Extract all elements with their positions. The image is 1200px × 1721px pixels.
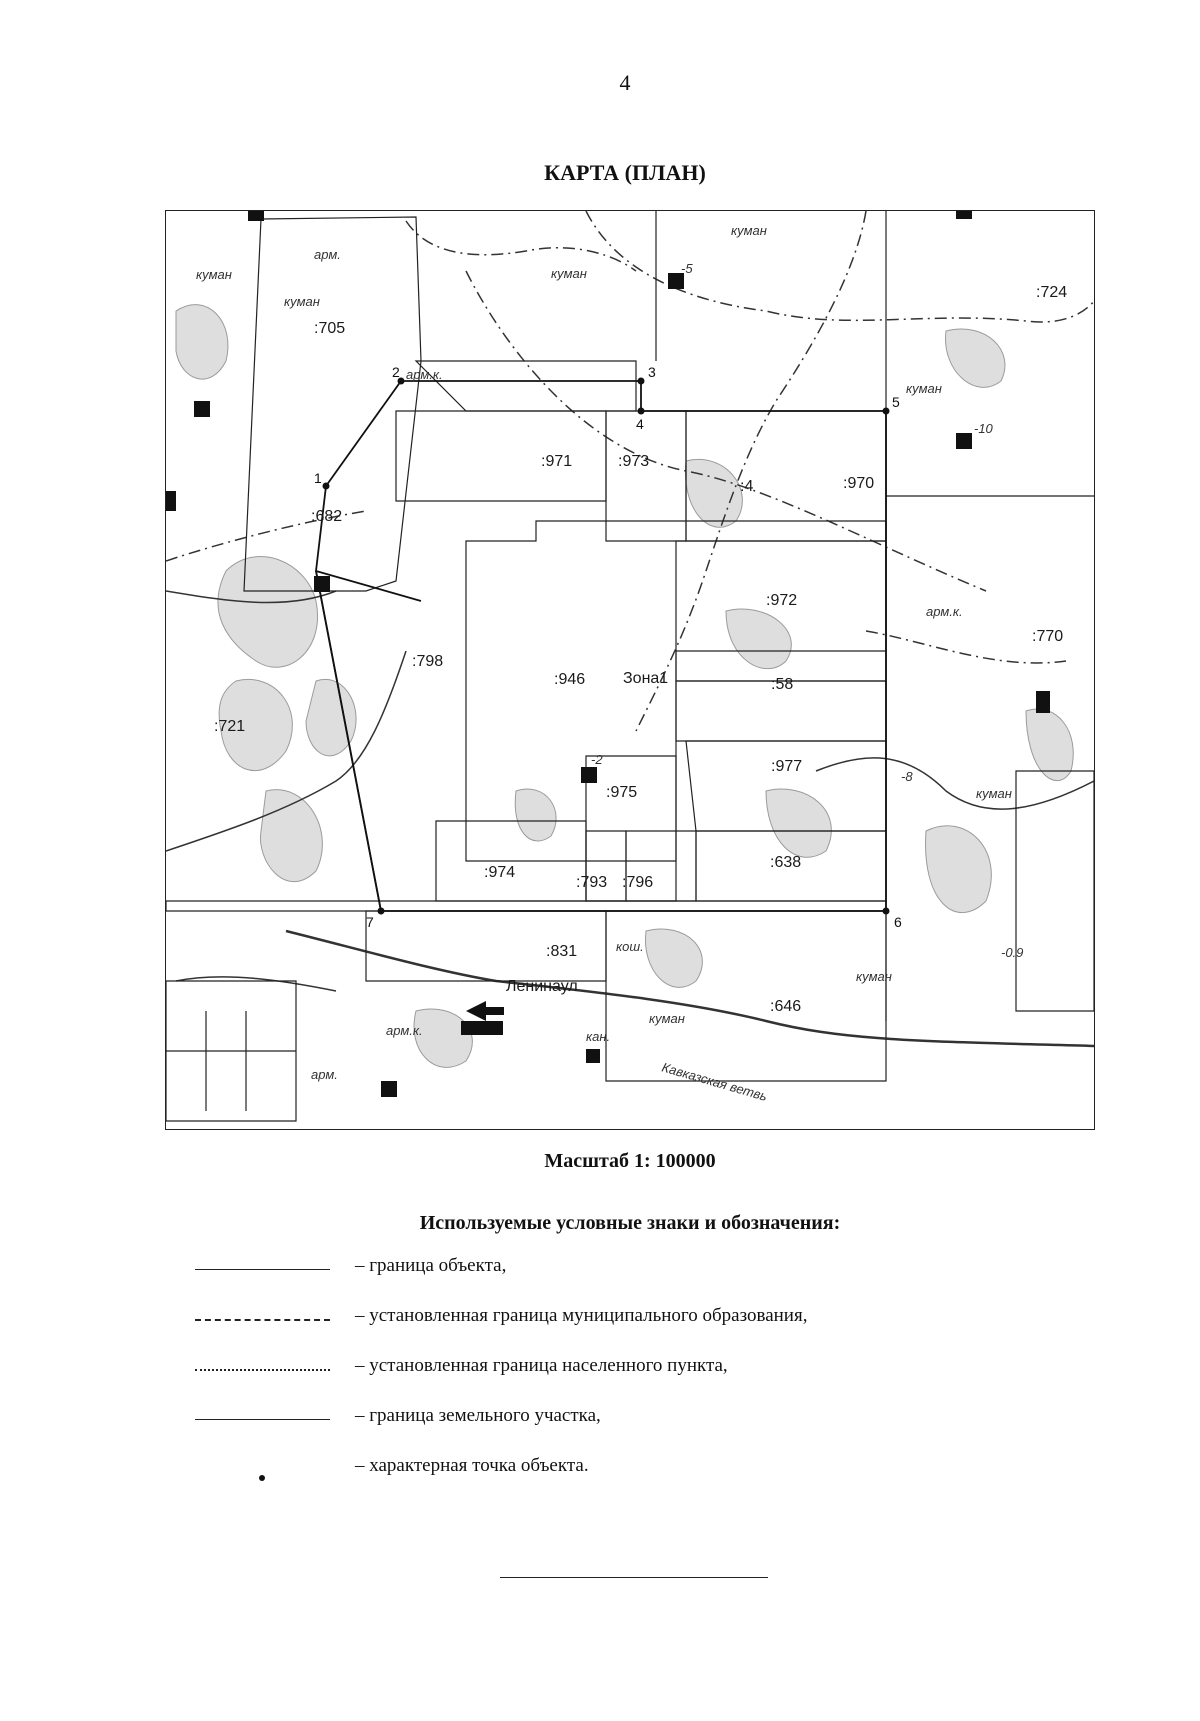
elevation-mark: -5 <box>681 261 693 276</box>
parcel-label: :724 <box>1036 284 1068 301</box>
settlement-marker <box>166 491 176 511</box>
elevation-mark: -8 <box>901 769 913 784</box>
legend-item-label: – граница объекта, <box>355 1255 507 1276</box>
legend-item-settlement-boundary <box>195 1355 1095 1405</box>
object-point-4 <box>638 408 645 415</box>
parcel-label: :682 <box>311 508 343 525</box>
legend-item-label: – установленная граница муниципального образования, <box>355 1305 808 1326</box>
object-point-7 <box>378 908 385 915</box>
parcel-label: :4 <box>740 478 754 495</box>
terrain-label: кан. <box>586 1029 611 1044</box>
terrain-label: арм. <box>314 247 341 262</box>
terrain-label: арм.к. <box>926 604 963 619</box>
dashed-line-symbol <box>195 1319 330 1331</box>
parcel-label: :831 <box>546 943 578 960</box>
settlement-arrow <box>466 1001 504 1021</box>
settlement-marker <box>194 401 210 417</box>
terrain-label: куман <box>649 1011 685 1026</box>
parcel-label: :977 <box>771 758 803 775</box>
terrain-label: куман <box>731 223 767 238</box>
settlement-label: Ленинаул <box>506 978 578 995</box>
parcel-label: :972 <box>766 592 798 609</box>
dash-dot-line-symbol <box>195 1369 330 1381</box>
parcel-label: :975 <box>606 784 638 801</box>
parcel-label: :946 <box>554 671 586 688</box>
terrain-label: куман <box>196 267 232 282</box>
object-point-5 <box>883 408 890 415</box>
page-title: КАРТА (ПЛАН) <box>544 160 706 185</box>
terrain-label: куман <box>856 969 892 984</box>
parcel-label: :970 <box>843 475 875 492</box>
parcel-label: :705 <box>314 320 346 337</box>
parcel-label: :971 <box>541 453 573 470</box>
parcel-label: :974 <box>484 864 516 881</box>
point-label-3: 3 <box>648 364 656 380</box>
terrain-label: арм. <box>311 1067 338 1082</box>
object-point-3 <box>638 378 645 385</box>
zone-label: Зона1 <box>623 670 669 687</box>
legend-item-land-plot-boundary <box>195 1405 1095 1455</box>
terrain-labels <box>196 223 1012 1104</box>
map-plan <box>165 210 1095 1130</box>
point-label-1: 1 <box>314 470 322 486</box>
page-number: 4 <box>619 70 631 95</box>
map-canvas <box>166 211 1094 1129</box>
legend <box>195 1255 1095 1505</box>
parcel-label: :646 <box>770 998 802 1015</box>
point-label-5: 5 <box>892 394 900 410</box>
legend-item-label: – граница земельного участка, <box>355 1405 601 1426</box>
parcel-label: :796 <box>622 874 654 891</box>
elevation-mark: -2 <box>591 752 603 767</box>
point-label-6: 6 <box>894 914 902 930</box>
footer-divider <box>500 1577 768 1578</box>
legend-item-characteristic-point <box>195 1455 1095 1505</box>
parcel-label: :58 <box>771 676 794 693</box>
terrain-label: арм.к. <box>406 367 443 382</box>
solid-line-symbol <box>195 1419 330 1430</box>
point-label-7: 7 <box>366 914 374 930</box>
map-scale: Масштаб 1: 100000 <box>544 1150 716 1172</box>
terrain-label: куман <box>976 786 1012 801</box>
legend-item-label: – установленная граница населенного пункта, <box>355 1355 728 1376</box>
settlement-marker <box>381 1081 397 1097</box>
settlement-marker <box>581 767 597 783</box>
settlement-marker <box>956 211 972 219</box>
object-point-6 <box>883 908 890 915</box>
legend-item-label: – характерная точка объекта. <box>355 1455 589 1476</box>
parcel-label: :721 <box>214 718 246 735</box>
solid-line-symbol <box>195 1269 330 1280</box>
point-label-4: 4 <box>636 416 644 432</box>
parcel-label: :793 <box>576 874 608 891</box>
terrain-label: куман <box>284 294 320 309</box>
object-point-1 <box>323 483 330 490</box>
terrain-label: кош. <box>616 939 644 954</box>
parcel-label: :798 <box>412 653 444 670</box>
elevation-mark: -0.9 <box>1001 945 1024 960</box>
settlement-marker <box>1036 691 1050 713</box>
point-label-2: 2 <box>392 364 400 380</box>
terrain-label: куман <box>906 381 942 396</box>
parcel-label: :638 <box>770 854 802 871</box>
road-label: Кавказская ветвь <box>660 1059 770 1104</box>
terrain-label: куман <box>551 266 587 281</box>
legend-title: Используемые условные знаки и обозначения: <box>419 1212 841 1234</box>
settlement-marker <box>586 1049 600 1063</box>
settlement-marker <box>248 211 264 221</box>
point-symbol <box>259 1475 265 1481</box>
settlement-marker <box>956 433 972 449</box>
parcel-label: :973 <box>618 453 650 470</box>
legend-item-municipal-boundary <box>195 1305 1095 1355</box>
parcel-label: :770 <box>1032 628 1064 645</box>
legend-item-object-boundary <box>195 1255 1095 1305</box>
settlement-marker <box>461 1021 503 1035</box>
settlement-marker <box>314 576 330 592</box>
elevation-mark: -10 <box>974 421 993 436</box>
terrain-label: арм.к. <box>386 1023 423 1038</box>
